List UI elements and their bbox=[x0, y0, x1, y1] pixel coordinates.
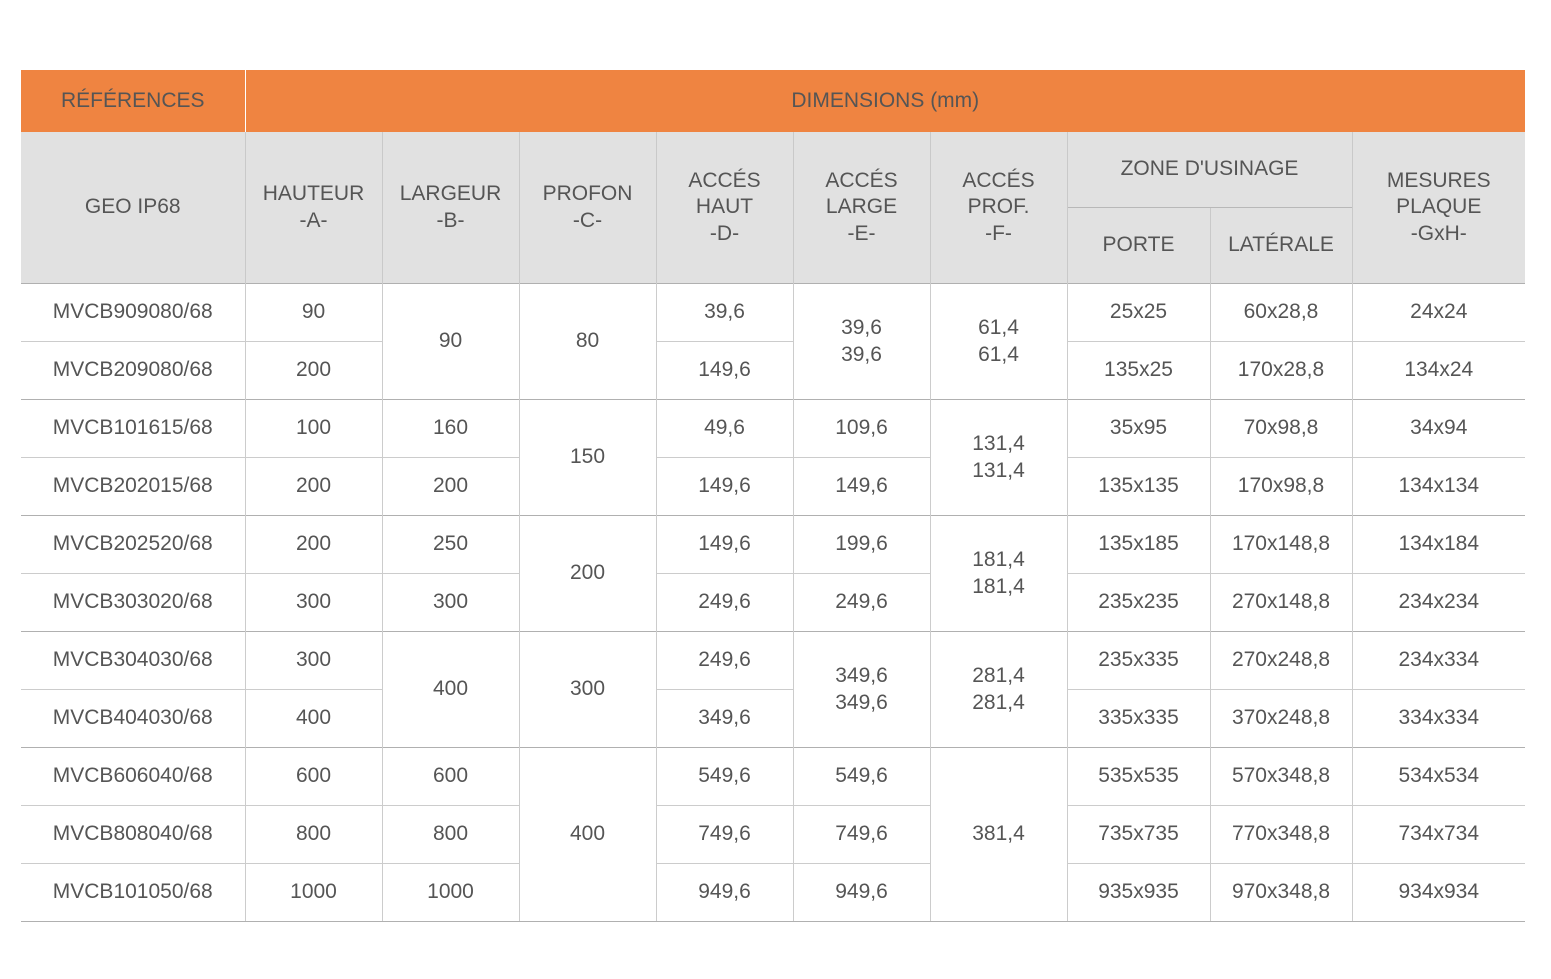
acces-large-cell: 549,6 bbox=[793, 748, 930, 806]
dimensions-header: DIMENSIONS (mm) bbox=[245, 70, 1525, 132]
acces-prof-value: 61,4 bbox=[978, 342, 1019, 366]
table-row bbox=[21, 342, 1525, 400]
laterale-cell: 170x98,8 bbox=[1210, 458, 1352, 516]
porte-cell: 535x535 bbox=[1067, 748, 1210, 806]
ref-cell: MVCB202015/68 bbox=[21, 458, 245, 516]
col-acces-prof-code: -F- bbox=[985, 221, 1012, 245]
acces-haut-cell: 349,6 bbox=[656, 690, 793, 748]
table-row bbox=[21, 574, 1525, 632]
hauteur-cell: 200 bbox=[245, 516, 382, 574]
acces-prof-value: 281,4 bbox=[972, 690, 1025, 714]
col-acces-large-l1: ACCÉS bbox=[825, 169, 898, 193]
porte-cell: 135x25 bbox=[1067, 342, 1210, 400]
col-profon-code: -C- bbox=[572, 208, 603, 232]
col-acces-large-code: -E- bbox=[847, 221, 876, 245]
col-mesures-l2: PLAQUE bbox=[1396, 195, 1482, 219]
acces-prof-cell bbox=[930, 400, 1067, 516]
porte-cell: 735x735 bbox=[1067, 806, 1210, 864]
laterale-cell: 970x348,8 bbox=[1210, 864, 1352, 922]
largeur-cell: 250 bbox=[382, 516, 519, 574]
col-mesures-plaque bbox=[1352, 132, 1525, 284]
largeur-cell: 300 bbox=[382, 574, 519, 632]
laterale-cell: 170x28,8 bbox=[1210, 342, 1352, 400]
acces-haut-cell: 149,6 bbox=[656, 458, 793, 516]
porte-cell: 335x335 bbox=[1067, 690, 1210, 748]
acces-large-value: 39,6 bbox=[841, 316, 882, 340]
col-acces-haut-code: -D- bbox=[709, 221, 740, 245]
acces-prof-cell bbox=[930, 284, 1067, 400]
col-acces-prof-l2: PROF. bbox=[967, 195, 1030, 219]
dimensions-table bbox=[21, 70, 1525, 922]
acces-haut-cell: 749,6 bbox=[656, 806, 793, 864]
header-row-orange bbox=[21, 70, 1525, 132]
ref-cell: MVCB304030/68 bbox=[21, 632, 245, 690]
col-laterale: LATÉRALE bbox=[1210, 208, 1352, 284]
col-acces-large-l2: LARGE bbox=[825, 195, 898, 219]
hauteur-cell: 1000 bbox=[245, 864, 382, 922]
acces-large-cell: 109,6 bbox=[793, 400, 930, 458]
acces-large-cell: 749,6 bbox=[793, 806, 930, 864]
col-zone-usinage: ZONE D'USINAGE bbox=[1067, 132, 1352, 208]
largeur-cell: 1000 bbox=[382, 864, 519, 922]
porte-cell: 235x335 bbox=[1067, 632, 1210, 690]
laterale-cell: 170x148,8 bbox=[1210, 516, 1352, 574]
largeur-cell: 160 bbox=[382, 400, 519, 458]
laterale-cell: 70x98,8 bbox=[1210, 400, 1352, 458]
col-mesures-code: -GxH- bbox=[1410, 221, 1467, 245]
acces-prof-cell bbox=[930, 516, 1067, 632]
hauteur-cell: 800 bbox=[245, 806, 382, 864]
col-acces-haut-l2: HAUT bbox=[695, 195, 754, 219]
ref-cell: MVCB209080/68 bbox=[21, 342, 245, 400]
largeur-cell: 90 bbox=[382, 284, 519, 400]
table-row bbox=[21, 806, 1525, 864]
laterale-cell: 60x28,8 bbox=[1210, 284, 1352, 342]
hauteur-cell: 600 bbox=[245, 748, 382, 806]
plaque-cell: 734x734 bbox=[1352, 806, 1525, 864]
col-largeur-code: -B- bbox=[436, 208, 465, 232]
ref-cell: MVCB101050/68 bbox=[21, 864, 245, 922]
largeur-cell: 200 bbox=[382, 458, 519, 516]
table-row bbox=[21, 400, 1525, 458]
acces-haut-cell: 149,6 bbox=[656, 342, 793, 400]
hauteur-cell: 200 bbox=[245, 458, 382, 516]
col-profon-label: PROFON bbox=[542, 182, 633, 206]
acces-prof-value: 131,4 bbox=[972, 458, 1025, 482]
table-row bbox=[21, 458, 1525, 516]
hauteur-cell: 90 bbox=[245, 284, 382, 342]
acces-large-cell bbox=[793, 284, 930, 400]
hauteur-cell: 300 bbox=[245, 632, 382, 690]
col-hauteur-code: -A- bbox=[299, 208, 328, 232]
plaque-cell: 134x184 bbox=[1352, 516, 1525, 574]
profon-cell: 80 bbox=[519, 284, 656, 400]
acces-haut-cell: 49,6 bbox=[656, 400, 793, 458]
ref-cell: MVCB909080/68 bbox=[21, 284, 245, 342]
header-row-grey bbox=[21, 132, 1525, 208]
plaque-cell: 334x334 bbox=[1352, 690, 1525, 748]
col-hauteur bbox=[245, 132, 382, 284]
table-row bbox=[21, 690, 1525, 748]
porte-cell: 35x95 bbox=[1067, 400, 1210, 458]
acces-haut-cell: 149,6 bbox=[656, 516, 793, 574]
table-row bbox=[21, 632, 1525, 690]
ref-cell: MVCB404030/68 bbox=[21, 690, 245, 748]
hauteur-cell: 300 bbox=[245, 574, 382, 632]
col-acces-large bbox=[793, 132, 930, 284]
plaque-cell: 234x234 bbox=[1352, 574, 1525, 632]
ref-cell: MVCB303020/68 bbox=[21, 574, 245, 632]
col-largeur-label: LARGEUR bbox=[399, 182, 502, 206]
acces-large-cell: 199,6 bbox=[793, 516, 930, 574]
plaque-cell: 134x134 bbox=[1352, 458, 1525, 516]
acces-prof-value: 131,4 bbox=[972, 432, 1025, 456]
ref-cell: MVCB101615/68 bbox=[21, 400, 245, 458]
col-acces-prof bbox=[930, 132, 1067, 284]
plaque-cell: 234x334 bbox=[1352, 632, 1525, 690]
porte-cell: 25x25 bbox=[1067, 284, 1210, 342]
table-row bbox=[21, 284, 1525, 342]
acces-prof-value: 281,4 bbox=[972, 664, 1025, 688]
table-row bbox=[21, 516, 1525, 574]
hauteur-cell: 200 bbox=[245, 342, 382, 400]
acces-large-cell: 249,6 bbox=[793, 574, 930, 632]
plaque-cell: 534x534 bbox=[1352, 748, 1525, 806]
col-profon bbox=[519, 132, 656, 284]
acces-large-cell bbox=[793, 632, 930, 748]
acces-large-value: 349,6 bbox=[835, 690, 888, 714]
profon-cell: 400 bbox=[519, 748, 656, 922]
col-mesures-l1: MESURES bbox=[1386, 169, 1491, 193]
acces-haut-cell: 249,6 bbox=[656, 632, 793, 690]
laterale-cell: 270x148,8 bbox=[1210, 574, 1352, 632]
col-acces-haut bbox=[656, 132, 793, 284]
model-header: GEO IP68 bbox=[21, 132, 245, 284]
laterale-cell: 270x248,8 bbox=[1210, 632, 1352, 690]
references-header: RÉFÉRENCES bbox=[21, 70, 245, 132]
acces-prof-value: 181,4 bbox=[972, 574, 1025, 598]
col-acces-haut-l1: ACCÉS bbox=[688, 169, 761, 193]
acces-prof-value: 181,4 bbox=[972, 548, 1025, 572]
acces-prof-cell bbox=[930, 632, 1067, 748]
acces-haut-cell: 249,6 bbox=[656, 574, 793, 632]
largeur-cell: 800 bbox=[382, 806, 519, 864]
plaque-cell: 934x934 bbox=[1352, 864, 1525, 922]
porte-cell: 135x135 bbox=[1067, 458, 1210, 516]
profon-cell: 300 bbox=[519, 632, 656, 748]
profon-cell: 200 bbox=[519, 516, 656, 632]
ref-cell: MVCB202520/68 bbox=[21, 516, 245, 574]
table-row bbox=[21, 748, 1525, 806]
profon-cell: 150 bbox=[519, 400, 656, 516]
laterale-cell: 570x348,8 bbox=[1210, 748, 1352, 806]
laterale-cell: 370x248,8 bbox=[1210, 690, 1352, 748]
hauteur-cell: 400 bbox=[245, 690, 382, 748]
acces-large-cell: 949,6 bbox=[793, 864, 930, 922]
laterale-cell: 770x348,8 bbox=[1210, 806, 1352, 864]
porte-cell: 935x935 bbox=[1067, 864, 1210, 922]
acces-haut-cell: 949,6 bbox=[656, 864, 793, 922]
acces-haut-cell: 39,6 bbox=[656, 284, 793, 342]
col-hauteur-label: HAUTEUR bbox=[262, 182, 365, 206]
largeur-cell: 600 bbox=[382, 748, 519, 806]
acces-prof-value: 61,4 bbox=[978, 316, 1019, 340]
ref-cell: MVCB808040/68 bbox=[21, 806, 245, 864]
col-porte: PORTE bbox=[1067, 208, 1210, 284]
plaque-cell: 134x24 bbox=[1352, 342, 1525, 400]
porte-cell: 235x235 bbox=[1067, 574, 1210, 632]
table-row bbox=[21, 864, 1525, 922]
acces-large-cell: 149,6 bbox=[793, 458, 930, 516]
acces-haut-cell: 549,6 bbox=[656, 748, 793, 806]
ref-cell: MVCB606040/68 bbox=[21, 748, 245, 806]
largeur-cell: 400 bbox=[382, 632, 519, 748]
hauteur-cell: 100 bbox=[245, 400, 382, 458]
plaque-cell: 24x24 bbox=[1352, 284, 1525, 342]
acces-large-value: 39,6 bbox=[841, 342, 882, 366]
acces-large-value: 349,6 bbox=[835, 664, 888, 688]
col-acces-prof-l1: ACCÉS bbox=[962, 169, 1035, 193]
porte-cell: 135x185 bbox=[1067, 516, 1210, 574]
plaque-cell: 34x94 bbox=[1352, 400, 1525, 458]
acces-prof-cell: 381,4 bbox=[930, 748, 1067, 922]
col-largeur bbox=[382, 132, 519, 284]
